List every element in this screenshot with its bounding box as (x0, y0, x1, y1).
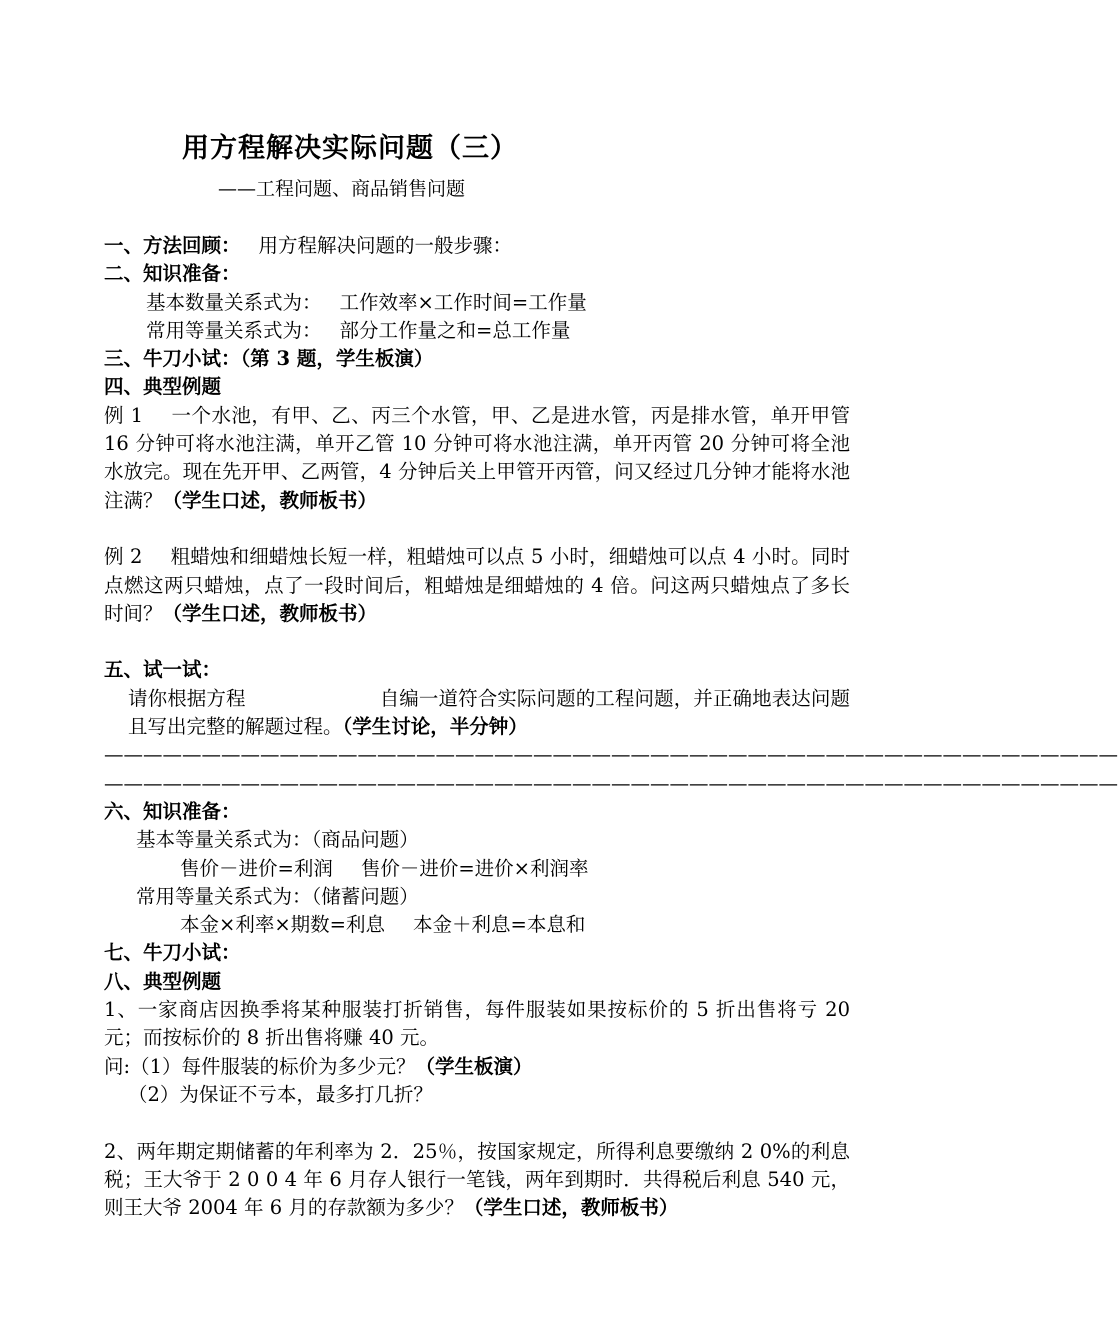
section-heading: 八、典型例题 (104, 969, 222, 993)
relation-label: 常用等量关系式为： (146, 318, 322, 342)
exercise-text-b: 自编一道符合实际问题的工程问题，并正确地表达问题且写出完整的解题过程。 (128, 686, 850, 739)
problem-1-question-1 (104, 1053, 850, 1081)
example-label: 例 2 (104, 545, 143, 569)
example-2 (104, 543, 850, 628)
example-1 (104, 402, 850, 515)
exercise-text (104, 685, 850, 742)
answer-line: ———————————————————————————————————————————————————— (104, 771, 1118, 795)
example-note: （学生口述，教师板书） (162, 601, 378, 625)
question-note: （学生板演） (415, 1054, 533, 1078)
section-text: 用方程解决问题的一般步骤： (258, 234, 513, 257)
section-heading: 七、牛刀小试： (104, 941, 241, 965)
section-heading: 五、试一试： (104, 658, 222, 682)
relation-line (104, 317, 850, 345)
relation-label: 基本数量关系式为： (146, 290, 322, 314)
page-subtitle: ——工程问题、商品销售问题 (218, 178, 466, 200)
problem-text: 2、两年期定期储蓄的年利率为 2．25％，按国家规定，所得利息要缴纳 2 0%的利息税；王大爷于 2 0 0 4 年 6 月存人银行一笔钱，两年到期时．共得税后利息 540 元，则王大爷 2004 年 6 月的存款额为多少？ (104, 1139, 850, 1220)
section-heading: 六、知识准备： (104, 799, 241, 823)
example-text: 粗蜡烛和细蜡烛长短一样，粗蜡烛可以点 5 小时，细蜡烛可以点 4 小时。同时点燃这两只蜡烛，点了一段时间后，粗蜡烛是细蜡烛的 4 倍。问这两只蜡烛点了多长时间？ (104, 545, 850, 625)
example-text: 一个水池，有甲、乙、丙三个水管，甲、乙是进水管，丙是排水管，单开甲管 16 分钟可将水池注满，单开乙管 10 分钟可将水池注满，单开丙管 20 分钟可将全池水放完。现在先开甲、乙两管，4 分钟后关上甲管开丙管，问又经过几分钟才能将水池注满？ (104, 403, 850, 512)
problem-1: 1、一家商店因换季将某种服装打折销售，每件服装如果按标价的 5 折出售将亏 20 元；而按标价的 8 折出售将赚 40 元。 (104, 998, 850, 1050)
example-label: 例 1 (104, 403, 144, 427)
relation-formula: 部分工作量之和=总工作量 (339, 318, 571, 342)
relation-formula: 工作效率×工作时间=工作量 (339, 290, 587, 314)
relation-line: 常用等量关系式为：（储蓄问题） (136, 884, 419, 908)
relation-formula: 本金×利率×期数=利息 (180, 913, 386, 937)
problem-2 (104, 1138, 850, 1223)
page-title: 用方程解决实际问题（三） (182, 133, 518, 164)
exercise-note: （学生讨论，半分钟） (342, 715, 528, 739)
problem-note: （学生口述，教师板书） (463, 1196, 679, 1220)
problem-1-question-2: （2）为保证不亏本，最多打几折？ (128, 1082, 433, 1106)
relation-formula: 售价－进价=进价×利润率 (360, 856, 589, 880)
answer-line: ———————————————————————————————————————————————————— (104, 743, 1118, 767)
relation-line: 基本等量关系式为：（商品问题） (136, 828, 419, 852)
relation-formula-line (104, 855, 850, 883)
exercise-text-a: 请你根据方程 (128, 686, 246, 710)
document-body (104, 232, 1118, 1222)
relation-line (104, 289, 850, 317)
relation-formula: 售价－进价=利润 (180, 856, 333, 880)
section-heading: 一、方法回顾： (104, 234, 241, 257)
relation-formula-line (104, 911, 850, 939)
relation-formula: 本金＋利息=本息和 (413, 913, 586, 937)
section-heading: 四、典型例题 (104, 375, 222, 399)
example-note: （学生口述，教师板书） (162, 488, 378, 512)
section-heading: 三、牛刀小试：（第 3 题，学生板演） (104, 347, 434, 371)
question-text: 问:（1）每件服装的标价为多少元？ (104, 1054, 416, 1078)
section-method-review (104, 232, 850, 260)
section-heading: 二、知识准备： (104, 262, 241, 286)
